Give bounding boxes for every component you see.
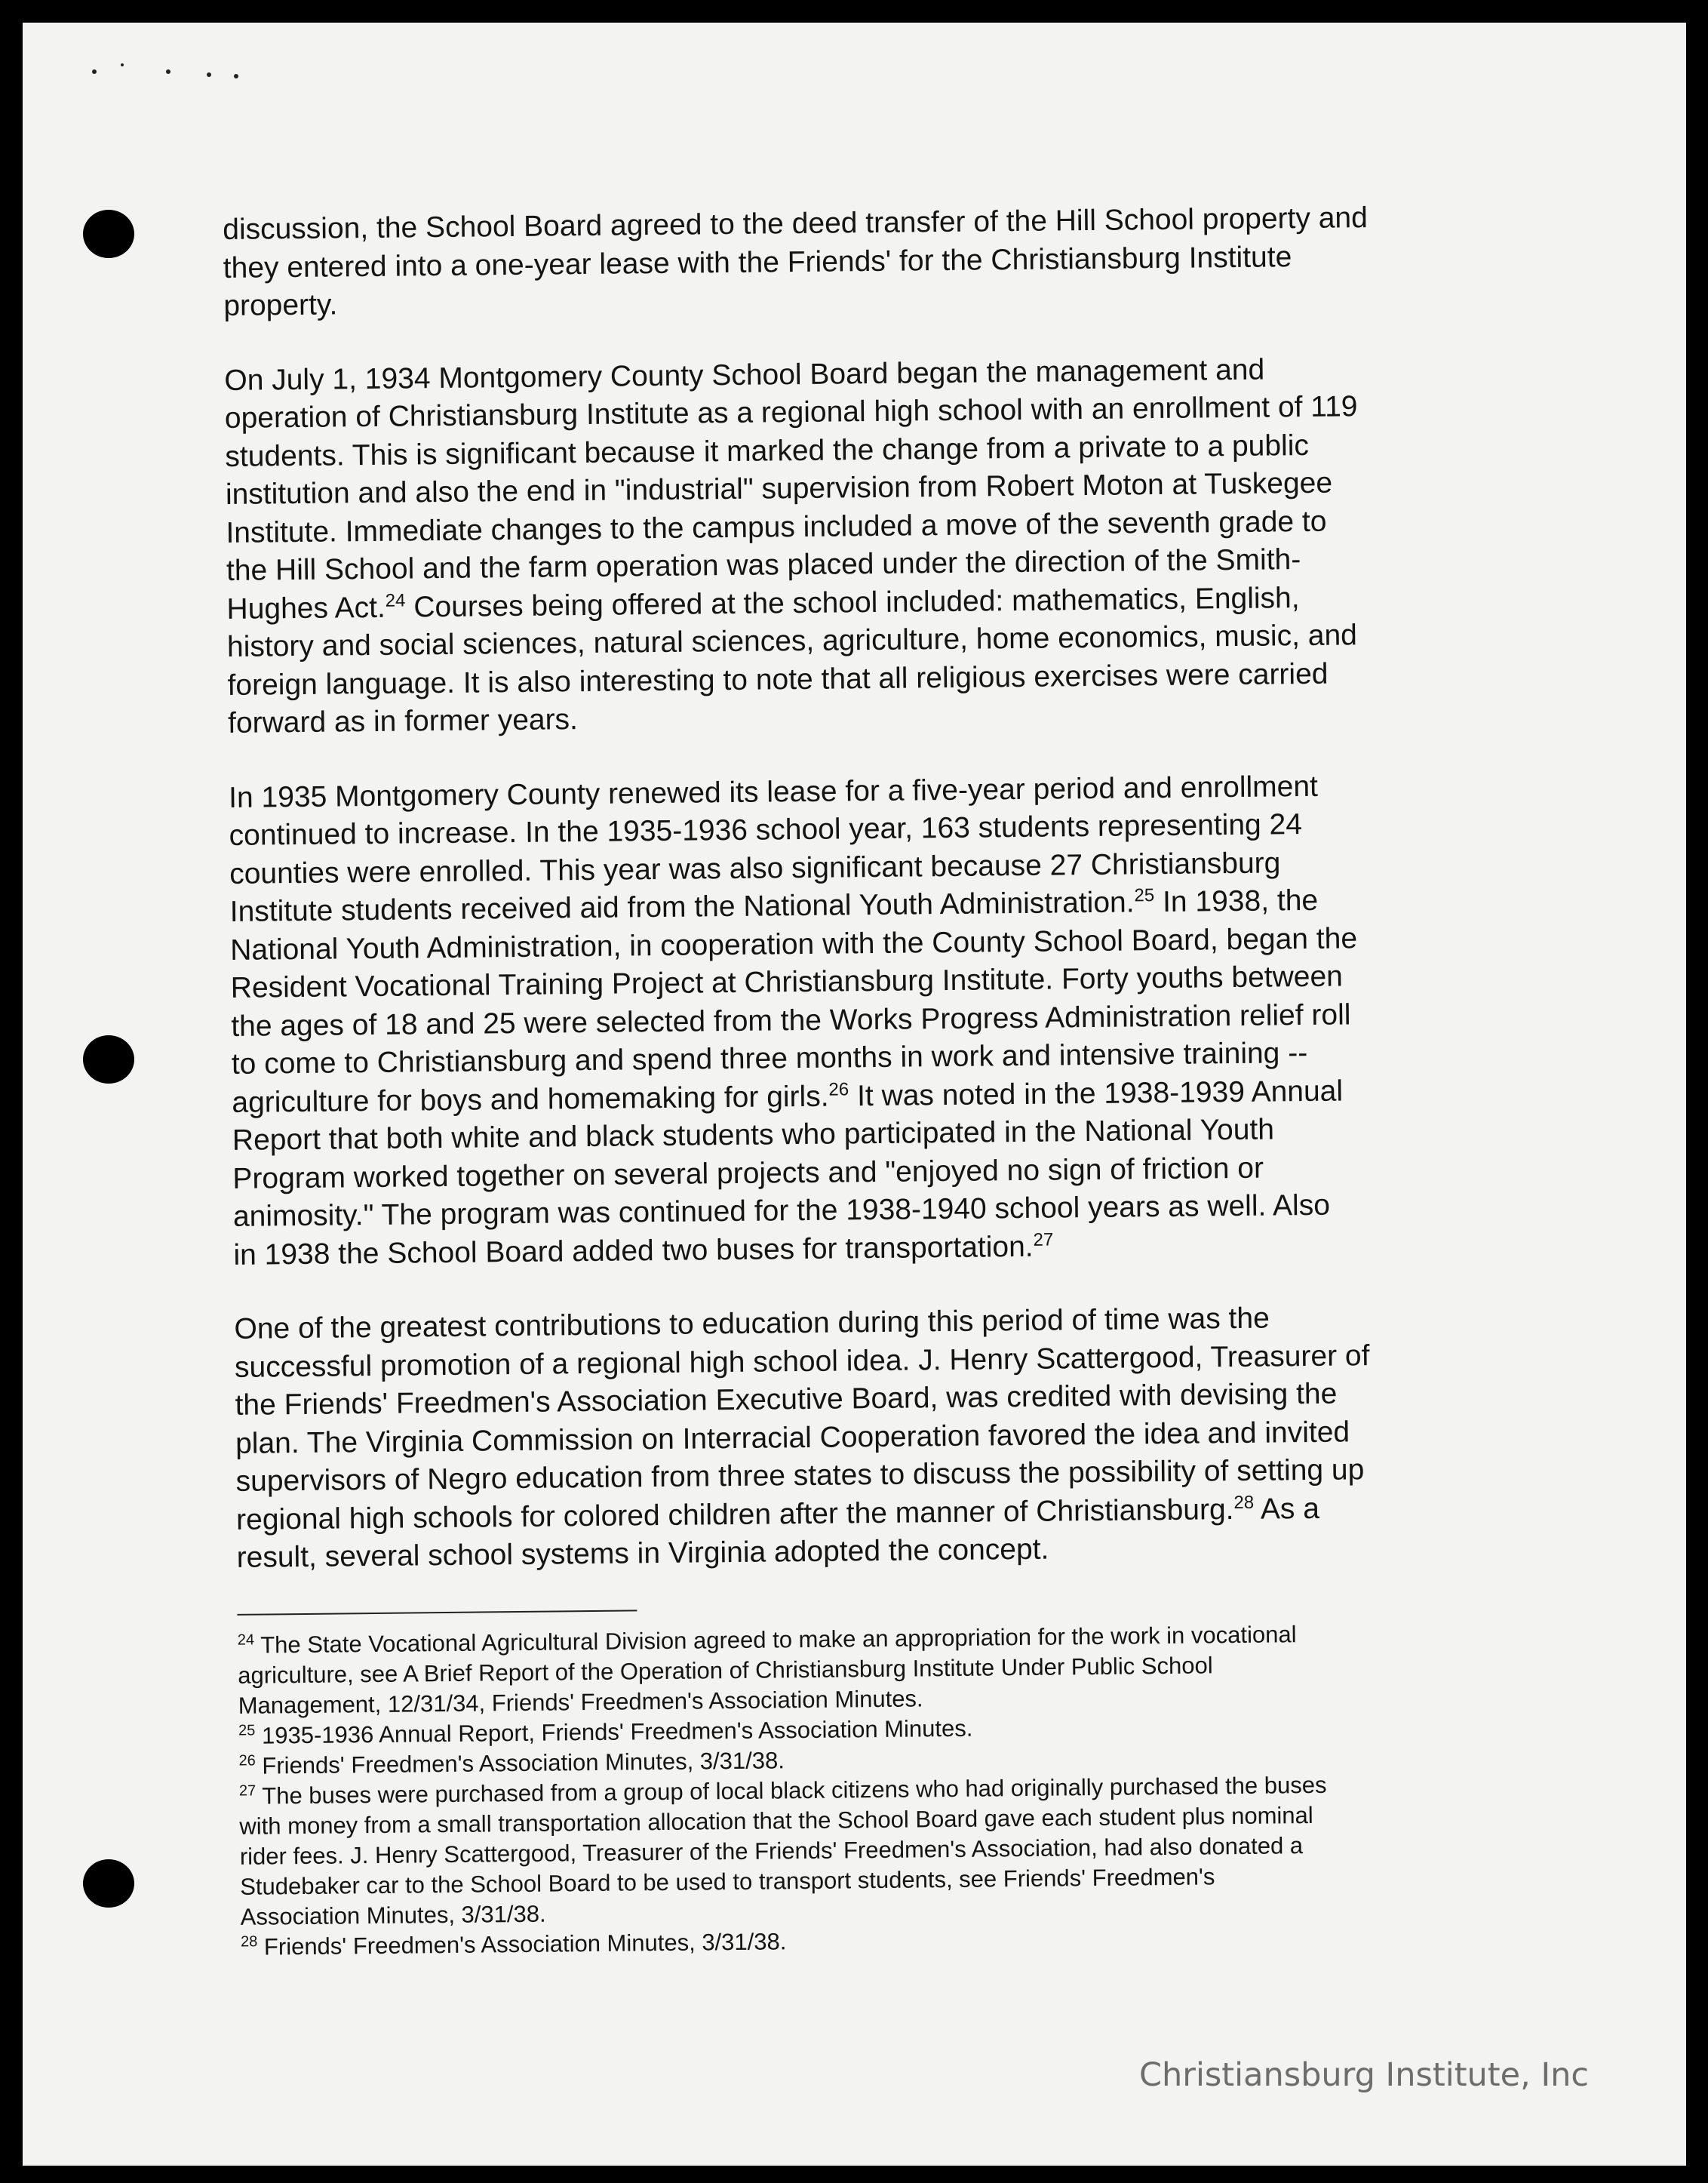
- footnote-text: 1935-1936 Annual Report, Friends' Freedmen's Association Minutes.: [255, 1714, 973, 1749]
- paper-speck: [234, 74, 238, 78]
- footnote-text: The State Vocational Agricultural Division agreed to make an appropriation for the work in vocational: [253, 1620, 1297, 1659]
- document-body: [223, 198, 1523, 1962]
- text-line: plan. The Virginia Commission on Interracial Cooperation favored the idea and invited: [235, 1415, 1350, 1460]
- footnote-line: with money from a small transportation allocation that the School Board gave each student plus nominal: [239, 1801, 1313, 1840]
- text-line: forward as in former years.: [227, 703, 579, 739]
- footnote-line: Association Minutes, 3/31/38.: [240, 1900, 546, 1930]
- footnote-divider: [237, 1610, 637, 1616]
- footnote-number: 24: [237, 1631, 255, 1649]
- footnote-number: 28: [240, 1932, 258, 1951]
- text-line: they entered into a one-year lease with the Friends' for the Christiansburg Institute: [223, 240, 1292, 284]
- footnotes: [238, 1617, 1524, 1963]
- text-line: One of the greatest contributions to education during this period of time was the: [234, 1302, 1270, 1345]
- footnote-number: 27: [238, 1782, 257, 1800]
- footnote-ref-26[interactable]: 26: [828, 1078, 849, 1100]
- text-line: the Friends' Freedmen's Association Executive Board, was credited with devising the: [235, 1377, 1338, 1422]
- text-line: property.: [223, 288, 338, 322]
- punch-hole-bottom: [83, 1859, 134, 1908]
- text-run: In 1938, the: [1154, 884, 1319, 919]
- text-line: animosity." The program was continued for the 1938-1940 school years as well. Also: [232, 1188, 1331, 1233]
- text-run: in 1938 the School Board added two buses for transportation.: [233, 1230, 1034, 1271]
- text-run: Courses being offered at the school included: mathematics, English,: [405, 581, 1300, 623]
- text-line: Institute. Immediate changes to the campus included a move of the seventh grade to: [226, 505, 1327, 549]
- footnote-24: [238, 1617, 1521, 1721]
- text-run: As a: [1253, 1492, 1320, 1526]
- paragraph-1: [223, 198, 1506, 325]
- footnote-ref-25[interactable]: 25: [1134, 885, 1155, 906]
- text-line: operation of Christiansburg Institute as a regional high school with an enrollment of 119: [224, 390, 1358, 435]
- punch-hole-middle: [83, 1035, 134, 1084]
- paper-speck: [92, 69, 97, 74]
- punch-hole-top: [83, 210, 134, 258]
- text-run: regional high schools for colored children after the manner of Christiansburg.: [235, 1493, 1234, 1536]
- paragraph-4: [234, 1297, 1519, 1577]
- footnote-ref-24[interactable]: 24: [385, 589, 406, 611]
- footnote-ref-28[interactable]: 28: [1233, 1492, 1255, 1513]
- text-line: Resident Vocational Training Project at Christiansburg Institute. Forty youths between: [230, 960, 1344, 1004]
- text-line: result, several school systems in Virginia adopted the concept.: [236, 1533, 1049, 1574]
- text-line: continued to increase. In the 1935-1936 school year, 163 students representing 24: [229, 808, 1303, 852]
- text-run: Hughes Act.: [226, 591, 386, 626]
- text-line: National Youth Administration, in cooperation with the County School Board, began the: [230, 921, 1358, 967]
- text-line: counties were enrolled. This year was also significant because 27 Christiansburg: [229, 846, 1281, 890]
- text-line: Report that both white and black students who participated in the National Youth: [232, 1113, 1275, 1157]
- footnote-text: The buses were purchased from a group of local black citizens who had originally purchased the buses: [256, 1771, 1327, 1809]
- text-line: successful promotion of a regional high school idea. J. Henry Scattergood, Treasurer of: [234, 1339, 1370, 1384]
- text-line: On July 1, 1934 Montgomery County School Board began the management and: [224, 353, 1265, 397]
- text-run: It was noted in the 1938-1939 Annual: [849, 1075, 1344, 1112]
- paper-speck: [166, 69, 170, 74]
- paragraph-2: [224, 349, 1510, 743]
- text-line: foreign language. It is also interesting to note that all religious exercises were carried: [227, 657, 1329, 702]
- footnote-line: Studebaker car to the School Board to be used to transport students, see Friends' Freedmen's: [240, 1862, 1215, 1900]
- text-run: agriculture for boys and homemaking for girls.: [232, 1080, 829, 1119]
- footnote-27: [239, 1768, 1523, 1932]
- footnote-number: 25: [238, 1721, 256, 1739]
- text-line: history and social sciences, natural sciences, agriculture, home economics, music, and: [226, 619, 1358, 663]
- text-line: discussion, the School Board agreed to the deed transfer of the Hill School property and: [223, 201, 1368, 246]
- footnote-text: Friends' Freedmen's Association Minutes, 3/31/38.: [255, 1746, 785, 1779]
- text-line: to come to Christiansburg and spend three months in work and intensive training --: [231, 1037, 1308, 1081]
- paper-speck: [121, 63, 124, 66]
- text-line: Program worked together on several projects and "enjoyed no sign of friction or: [232, 1151, 1264, 1195]
- footnote-ref-27[interactable]: 27: [1033, 1229, 1054, 1250]
- text-line: students. This is significant because it marked the change from a private to a public: [225, 429, 1310, 473]
- text-line: institution and also the end in "industrial" supervision from Robert Moton at Tuskegee: [225, 466, 1333, 511]
- footnote-line: rider fees. J. Henry Scattergood, Treasurer of the Friends' Freedmen's Association, had also donated a: [239, 1831, 1304, 1870]
- text-line: the ages of 18 and 25 were selected from the Works Progress Administration relief roll: [231, 998, 1351, 1043]
- text-run: Institute students received aid from the National Youth Administration.: [229, 886, 1135, 928]
- watermark: Christiansburg Institute, Inc: [1139, 2056, 1590, 2094]
- text-line: supervisors of Negro education from three states to discuss the possibility of setting up: [235, 1453, 1365, 1498]
- paragraph-3: [229, 766, 1516, 1274]
- footnote-line: agriculture, see A Brief Report of the Operation of Christiansburg Institute Under Public School: [238, 1651, 1213, 1689]
- paper-speck: [207, 72, 211, 77]
- footnote-number: 26: [238, 1751, 256, 1769]
- footnote-line: Management, 12/31/34, Friends' Freedmen's Association Minutes.: [238, 1684, 923, 1719]
- text-line: In 1935 Montgomery County renewed its lease for a five-year period and enrollment: [228, 770, 1319, 814]
- text-line: the Hill School and the farm operation was placed under the direction of the Smith-: [226, 543, 1301, 587]
- footnote-text: Friends' Freedmen's Association Minutes, 3/31/38.: [257, 1927, 787, 1960]
